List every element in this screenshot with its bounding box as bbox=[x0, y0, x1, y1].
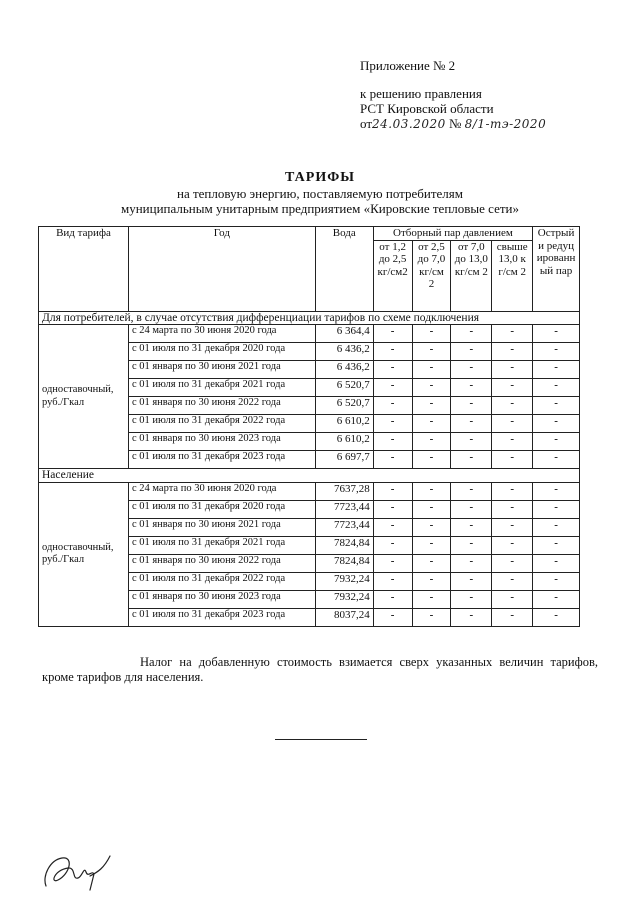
annex-authority-line: РСТ Кировской области bbox=[360, 101, 494, 116]
dash-cell: - bbox=[373, 554, 412, 572]
period-cell: с 24 марта по 30 июня 2020 года bbox=[128, 482, 315, 500]
dash-cell: - bbox=[451, 433, 492, 451]
dash-cell: - bbox=[373, 325, 412, 343]
section-title: Для потребителей, в случае отсутствия дифференциации тарифов по схеме подключения bbox=[39, 311, 580, 325]
tariff-table bbox=[38, 226, 580, 627]
water-value: 7723,44 bbox=[315, 500, 373, 518]
dash-cell: - bbox=[412, 415, 451, 433]
dash-cell: - bbox=[492, 500, 533, 518]
table-header-row bbox=[39, 227, 580, 241]
dash-cell: - bbox=[533, 343, 580, 361]
dash-cell: - bbox=[533, 590, 580, 608]
dash-cell: - bbox=[492, 397, 533, 415]
dash-cell: - bbox=[492, 554, 533, 572]
water-value: 7723,44 bbox=[315, 518, 373, 536]
handwritten-signature bbox=[40, 846, 120, 894]
dash-cell: - bbox=[373, 482, 412, 500]
title-subline-2: муниципальным унитарным предприятием «Кировские тепловые сети» bbox=[121, 201, 519, 216]
annex-number-sign: № bbox=[448, 116, 462, 131]
dash-cell: - bbox=[533, 482, 580, 500]
dash-cell: - bbox=[451, 572, 492, 590]
header-steam-3: от 7,0 до 13,0 кг/см 2 bbox=[451, 240, 492, 311]
section-title: Население bbox=[39, 469, 580, 483]
header-steam-4: свыше 13,0 кг/см 2 bbox=[492, 240, 533, 311]
title-block bbox=[0, 170, 640, 216]
dash-cell: - bbox=[533, 415, 580, 433]
dash-cell: - bbox=[492, 590, 533, 608]
section-row bbox=[39, 311, 580, 325]
dash-cell: - bbox=[451, 343, 492, 361]
dash-cell: - bbox=[451, 361, 492, 379]
dash-cell: - bbox=[451, 379, 492, 397]
dash-cell: - bbox=[533, 397, 580, 415]
dash-cell: - bbox=[492, 433, 533, 451]
water-value: 6 436,2 bbox=[315, 343, 373, 361]
dash-cell: - bbox=[451, 554, 492, 572]
dash-cell: - bbox=[492, 572, 533, 590]
dash-cell: - bbox=[451, 518, 492, 536]
dash-cell: - bbox=[451, 500, 492, 518]
header-steam-1: от 1,2 до 2,5 кг/см2 bbox=[373, 240, 412, 311]
tariff-kind: одноставочный, руб./Гкал bbox=[39, 482, 129, 626]
dash-cell: - bbox=[412, 572, 451, 590]
period-cell: с 01 января по 30 июня 2023 года bbox=[128, 433, 315, 451]
separator-line bbox=[275, 739, 367, 740]
dash-cell: - bbox=[412, 343, 451, 361]
header-steam-group: Отборный пар давлением bbox=[373, 227, 532, 241]
dash-cell: - bbox=[492, 325, 533, 343]
annex-date-line bbox=[360, 116, 546, 132]
dash-cell: - bbox=[492, 608, 533, 626]
dash-cell: - bbox=[451, 482, 492, 500]
header-sharp-steam: Острый и редуцированный пар bbox=[533, 227, 580, 312]
dash-cell: - bbox=[373, 379, 412, 397]
water-value: 6 610,2 bbox=[315, 415, 373, 433]
dash-cell: - bbox=[451, 397, 492, 415]
dash-cell: - bbox=[412, 451, 451, 469]
annex-number: Приложение № 2 bbox=[360, 58, 456, 73]
annex-decision-line: к решению правления bbox=[360, 86, 482, 101]
page-title: ТАРИФЫ bbox=[285, 170, 355, 185]
dash-cell: - bbox=[373, 433, 412, 451]
header-steam-2: от 2,5 до 7,0 кг/см 2 bbox=[412, 240, 451, 311]
dash-cell: - bbox=[412, 518, 451, 536]
dash-cell: - bbox=[412, 608, 451, 626]
dash-cell: - bbox=[412, 590, 451, 608]
dash-cell: - bbox=[412, 433, 451, 451]
dash-cell: - bbox=[373, 572, 412, 590]
dash-cell: - bbox=[373, 536, 412, 554]
period-cell: с 01 января по 30 июня 2021 года bbox=[128, 361, 315, 379]
dash-cell: - bbox=[492, 518, 533, 536]
dash-cell: - bbox=[373, 518, 412, 536]
dash-cell: - bbox=[373, 397, 412, 415]
annex-number-handwritten: 8/1-тэ-2020 bbox=[464, 117, 547, 131]
dash-cell: - bbox=[492, 482, 533, 500]
dash-cell: - bbox=[451, 608, 492, 626]
table-row bbox=[39, 325, 580, 343]
dash-cell: - bbox=[533, 554, 580, 572]
water-value: 6 610,2 bbox=[315, 433, 373, 451]
dash-cell: - bbox=[492, 451, 533, 469]
dash-cell: - bbox=[492, 415, 533, 433]
tariff-kind: одноставочный, руб./Гкал bbox=[39, 325, 129, 469]
dash-cell: - bbox=[492, 379, 533, 397]
dash-cell: - bbox=[412, 361, 451, 379]
period-cell: с 01 января по 30 июня 2023 года bbox=[128, 590, 315, 608]
water-value: 6 436,2 bbox=[315, 361, 373, 379]
water-value: 6 520,7 bbox=[315, 397, 373, 415]
period-cell: с 01 января по 30 июня 2021 года bbox=[128, 518, 315, 536]
period-cell: с 01 июля по 31 декабря 2021 года bbox=[128, 379, 315, 397]
dash-cell: - bbox=[412, 482, 451, 500]
water-value: 7824,84 bbox=[315, 536, 373, 554]
period-cell: с 01 июля по 31 декабря 2020 года bbox=[128, 343, 315, 361]
period-cell: с 01 июля по 31 декабря 2023 года bbox=[128, 451, 315, 469]
period-cell: с 01 июля по 31 декабря 2020 года bbox=[128, 500, 315, 518]
dash-cell: - bbox=[373, 343, 412, 361]
dash-cell: - bbox=[412, 554, 451, 572]
dash-cell: - bbox=[492, 343, 533, 361]
dash-cell: - bbox=[373, 361, 412, 379]
water-value: 7824,84 bbox=[315, 554, 373, 572]
period-cell: с 01 июля по 31 декабря 2022 года bbox=[128, 572, 315, 590]
period-cell: с 01 января по 30 июня 2022 года bbox=[128, 397, 315, 415]
dash-cell: - bbox=[412, 500, 451, 518]
dash-cell: - bbox=[451, 451, 492, 469]
vat-note: Налог на добавленную стоимость взимается сверх указанных величин тарифов, кроме тарифов для населения. bbox=[42, 655, 598, 684]
dash-cell: - bbox=[492, 536, 533, 554]
dash-cell: - bbox=[451, 415, 492, 433]
dash-cell: - bbox=[412, 379, 451, 397]
water-value: 6 697,7 bbox=[315, 451, 373, 469]
dash-cell: - bbox=[533, 572, 580, 590]
dash-cell: - bbox=[373, 500, 412, 518]
annex-date-handwritten: 24.03.2020 bbox=[372, 117, 446, 131]
water-value: 6 364,4 bbox=[315, 325, 373, 343]
dash-cell: - bbox=[533, 536, 580, 554]
period-cell: с 24 марта по 30 июня 2020 года bbox=[128, 325, 315, 343]
dash-cell: - bbox=[412, 397, 451, 415]
dash-cell: - bbox=[373, 590, 412, 608]
dash-cell: - bbox=[373, 415, 412, 433]
period-cell: с 01 января по 30 июня 2022 года bbox=[128, 554, 315, 572]
dash-cell: - bbox=[533, 379, 580, 397]
water-value: 7932,24 bbox=[315, 572, 373, 590]
dash-cell: - bbox=[533, 451, 580, 469]
water-value: 7637,28 bbox=[315, 482, 373, 500]
water-value: 6 520,7 bbox=[315, 379, 373, 397]
dash-cell: - bbox=[451, 590, 492, 608]
period-cell: с 01 июля по 31 декабря 2021 года bbox=[128, 536, 315, 554]
dash-cell: - bbox=[412, 325, 451, 343]
dash-cell: - bbox=[533, 361, 580, 379]
dash-cell: - bbox=[533, 608, 580, 626]
tariff-table-body bbox=[39, 311, 580, 626]
header-period: Год bbox=[128, 227, 315, 312]
title-subline-1: на тепловую энергию, поставляемую потребителям bbox=[177, 186, 463, 201]
water-value: 8037,24 bbox=[315, 608, 373, 626]
dash-cell: - bbox=[533, 500, 580, 518]
dash-cell: - bbox=[373, 451, 412, 469]
header-kind: Вид тарифа bbox=[39, 227, 129, 312]
dash-cell: - bbox=[533, 518, 580, 536]
dash-cell: - bbox=[492, 361, 533, 379]
dash-cell: - bbox=[451, 536, 492, 554]
header-water: Вода bbox=[315, 227, 373, 312]
period-cell: с 01 июля по 31 декабря 2023 года bbox=[128, 608, 315, 626]
period-cell: с 01 июля по 31 декабря 2022 года bbox=[128, 415, 315, 433]
dash-cell: - bbox=[373, 608, 412, 626]
table-row bbox=[39, 482, 580, 500]
dash-cell: - bbox=[412, 536, 451, 554]
water-value: 7932,24 bbox=[315, 590, 373, 608]
dash-cell: - bbox=[533, 325, 580, 343]
dash-cell: - bbox=[533, 433, 580, 451]
annex-date-prefix: от bbox=[360, 116, 373, 131]
dash-cell: - bbox=[451, 325, 492, 343]
section-row bbox=[39, 469, 580, 483]
